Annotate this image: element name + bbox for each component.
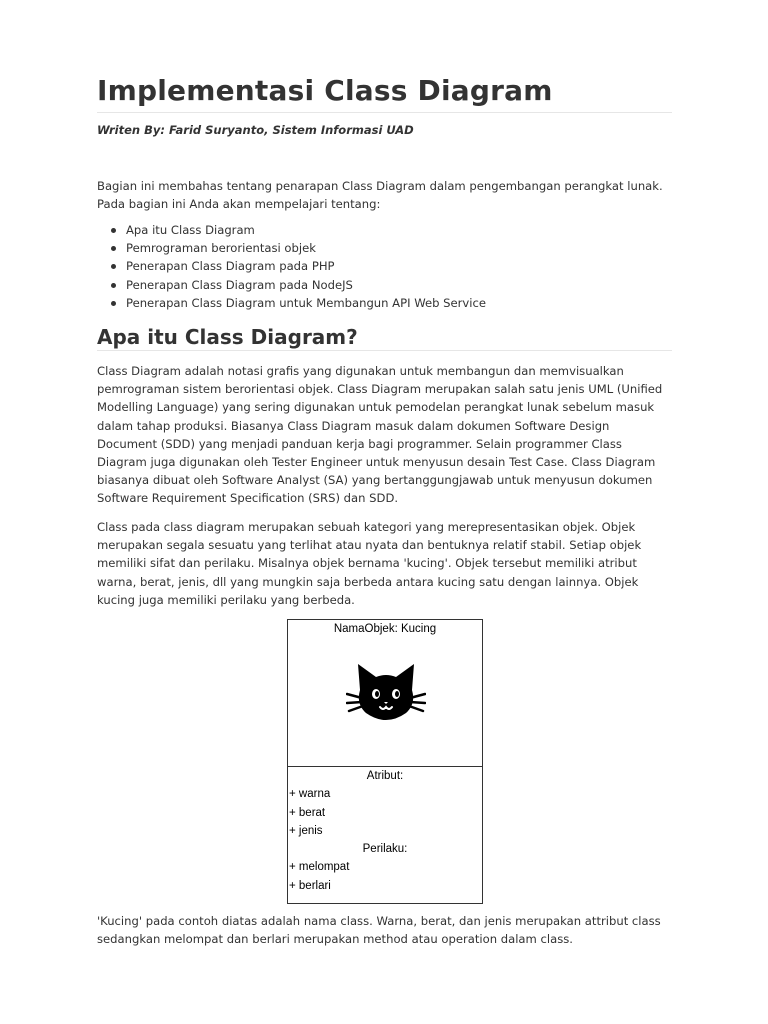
class-name-compartment	[288, 620, 482, 767]
cat-face-icon	[346, 660, 426, 722]
body-paragraph: 'Kucing' pada contoh diatas adalah nama class. Warna, berat, dan jenis merupakan attribut class sedangkan melompat dan berlari merupakan method atau operation dalam class.	[97, 914, 661, 947]
attribute-item: + warna	[289, 788, 331, 801]
list-item: Apa itu Class Diagram	[126, 221, 672, 239]
list-item: Penerapan Class Diagram pada PHP	[126, 257, 672, 275]
class-members-compartment	[288, 767, 482, 895]
behavior-item: + melompat	[289, 861, 350, 874]
behavior-item: + berlari	[289, 879, 331, 892]
list-item: Pemrograman berorientasi objek	[126, 239, 672, 257]
body-paragraph: Class pada class diagram merupakan sebuah kategori yang merepresentasikan objek. Objek merupakan segala sesuatu yang terlihat atau nyata dan bentuknya relatif stabil. Setiap objek memiliki sifat dan perilaku. Misalnya objek bernama 'kucing'. Objek tersebut memiliki atribut warna, berat, jenis, dll yang mungkin saja berbeda antara kucing satu dengan lainnya. Objek kucing juga memiliki perilaku yang berbeda.	[97, 520, 642, 607]
author-byline: Writen By: Farid Suryanto, Sistem Informasi UAD	[97, 123, 414, 137]
section-heading: Apa itu Class Diagram?	[97, 324, 672, 351]
list-item: Penerapan Class Diagram untuk Membangun API Web Service	[126, 294, 672, 312]
behaviors-label: Perilaku:	[362, 843, 408, 856]
attribute-item: + berat	[289, 806, 326, 819]
intro-paragraph: Bagian ini membahas tentang penarapan Class Diagram dalam pengembangan perangkat lunak. Pada bagian ini Anda akan mempelajari tentang:	[97, 179, 663, 212]
body-paragraph: Class Diagram adalah notasi grafis yang digunakan untuk membangun dan memvisualkan pemrograman sistem berorientasi objek. Class Diagram merupakan salah satu jenis UML (Unified Modelling Language) yang sering digunakan untuk pemodelan perangkat lunak sebelum masuk dalam tahap produksi. Biasanya Class Diagram masuk dalam dokumen Software Design Document (SDD) yang menjadi panduan kerja bagi programmer. Selain programmer Class Diagram juga digunakan oleh Tester Engineer untuk menyusun desain Test Case. Class Diagram biasanya dibuat oleh Software Analyst (SA) yang bertanggungjawab untuk menyusun dokumen Software Requirement Specification (SRS) dan SDD.	[97, 364, 663, 506]
class-name: NamaObjek: Kucing	[333, 623, 437, 635]
attributes-label: Atribut:	[366, 770, 404, 782]
page-title: Implementasi Class Diagram	[97, 74, 672, 113]
class-diagram-figure	[287, 619, 483, 904]
attribute-item: + jenis	[289, 824, 323, 837]
list-item: Penerapan Class Diagram pada NodeJS	[126, 276, 672, 294]
topic-list	[97, 221, 672, 312]
